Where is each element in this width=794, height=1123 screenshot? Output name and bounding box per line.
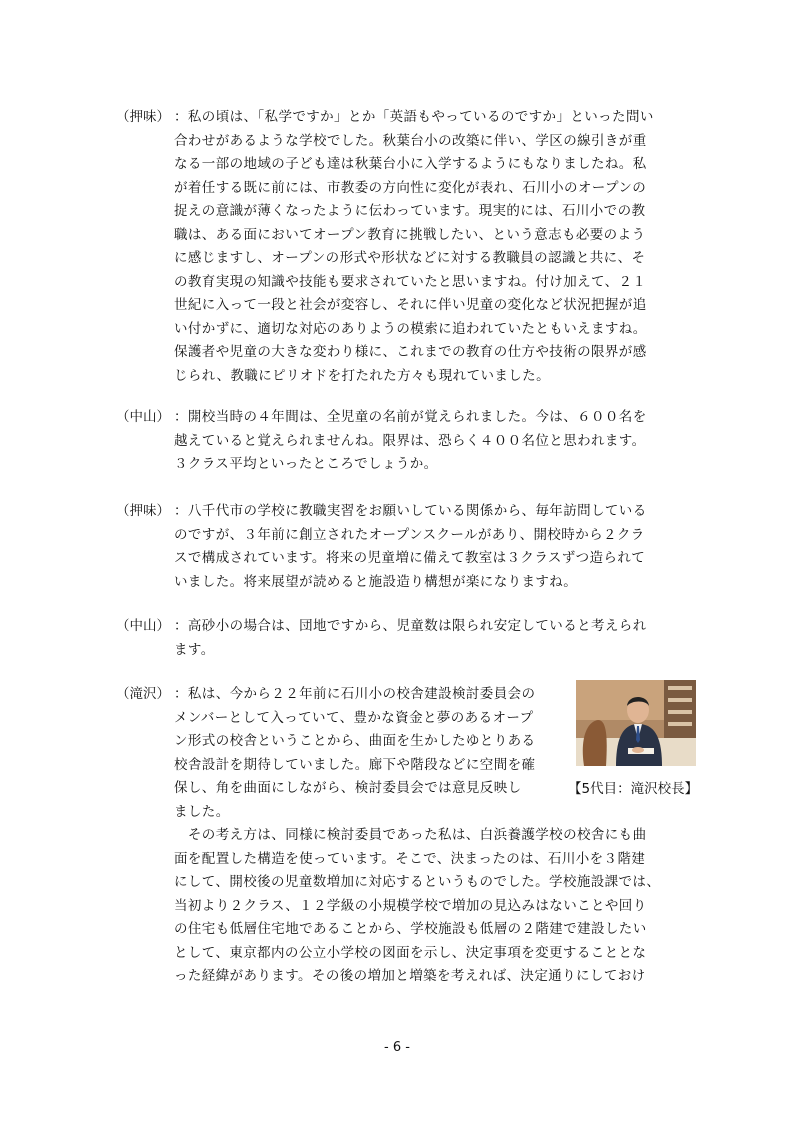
text-line: 職は、ある面においてオープン教育に挑戦したい、という意志も必要のよう xyxy=(174,226,646,243)
principal-photo xyxy=(576,680,696,766)
text-line: 保護者や児童の大きな変わり様に、これまでの教育の仕方や技術の限界が感 xyxy=(174,344,647,360)
dialogue-text xyxy=(174,406,690,477)
text-line: 合わせがあるような学校でした。秋葉台小の改築に伴い、学区の線引きが重 xyxy=(174,132,647,149)
text-line: い付かずに、適切な対応のありようの模索に追われていたともいえますね。 xyxy=(174,320,647,337)
text-line: その考え方は、同様に検討委員であった私は、白浜養護学校の校舎にも曲 xyxy=(174,827,647,843)
text-line: ：開校当時の４年間は、全児童の名前が覚えられました。今は、６００名を xyxy=(174,409,647,425)
text-line: じられ、教職にピリオドを打たれた方々も現れていました。 xyxy=(174,367,550,384)
text-line: 世紀に入って一段と社会が変容し、それに伴い児童の変化など状況把握が追 xyxy=(174,297,647,313)
text-line: 越えていると覚えられませんね。限界は、恐らく４００名位と思われます。 xyxy=(174,432,646,449)
text-line: 捉えの意識が薄くなったように伝わっています。現実的には、石川小での教 xyxy=(174,203,646,219)
text-line: ：高砂小の場合は、団地ですから、児童数は限られ安定していると考えられ xyxy=(174,618,647,634)
text-line: 校舎設計を期待していました。廊下や階段などに空間を確 xyxy=(174,756,536,773)
photo-caption: 【5代目：滝沢校長】 xyxy=(568,781,699,797)
speaker-label: （滝沢） xyxy=(116,686,170,702)
text-line: ました。 xyxy=(174,803,230,820)
dialogue-entry-nakayama-2 xyxy=(116,615,690,662)
text-line: ：私の頃は、「私学ですか」とか「英語もやっているのですか」といった問い xyxy=(174,109,654,125)
speaker-label: （押味） xyxy=(116,503,170,519)
dialogue-text xyxy=(174,615,690,662)
text-line: 保し、角を曲面にしながら、検討委員会では意見反映し xyxy=(174,780,522,796)
text-line: ３クラス平均といったところでしょうか。 xyxy=(174,456,438,472)
text-line: のですが、３年前に創立されたオープンスクールがあり、開校時から２クラ xyxy=(174,526,645,543)
speaker-label: （中山） xyxy=(116,409,170,425)
speaker-label: （押味） xyxy=(116,109,170,125)
text-line: ：私は、今から２２年前に石川小の校舎建設検討委員会の xyxy=(174,686,536,702)
dialogue-entry-oshimi-1 xyxy=(116,106,690,388)
dialogue-text xyxy=(174,106,690,388)
text-line: いました。将来展望が読めると施設造り構想が楽になりますね。 xyxy=(174,573,578,590)
text-line: ：八千代市の学校に教職実習をお願いしている関係から、毎年訪問している xyxy=(174,503,647,519)
text-line: ン形式の校舎ということから、曲面を生かしたゆとりある xyxy=(174,733,536,749)
dialogue-entry-oshimi-2 xyxy=(116,500,690,594)
text-line: った経緯があります。その後の増加と増築を考えれば、決定通りにしておけ xyxy=(174,968,646,984)
dialogue-entry-nakayama-1 xyxy=(116,406,690,477)
text-line: 面を配置した構造を使っています。そこで、決まったのは、石川小を３階建 xyxy=(174,850,646,867)
page-number: - 6 - xyxy=(384,1040,410,1055)
dialogue-text xyxy=(174,500,690,594)
text-line: なる一部の地域の子ども達は秋葉台小に入学するようにもなりましたね。私 xyxy=(174,156,647,172)
text-line: が着任する既に前には、市教委の方向性に変化が表れ、石川小のオープンの xyxy=(174,179,647,196)
text-line: に感じますし、オープンの形式や形状などに対する教職員の認識と共に、そ xyxy=(174,250,646,266)
text-line: の教育実現の知識や技能も要求されていたと思いますね。付け加えて、２１ xyxy=(174,273,647,290)
text-line: 当初より２クラス、１２学級の小規模学校で増加の見込みはないことや回り xyxy=(174,897,647,914)
text-line: の住宅も低層住宅地であることから、学校施設も低層の２階建で建設したい xyxy=(174,921,647,937)
text-line: にして、開校後の児童数増加に対応するというものでした。学校施設課では、 xyxy=(174,874,661,890)
text-line: ます。 xyxy=(174,641,215,658)
speaker-label: （中山） xyxy=(116,618,170,634)
text-line: スで構成されています。将来の児童増に備えて教室は３クラスずつ造られて xyxy=(174,550,646,566)
text-line: メンバーとして入っていて、豊かな資金と夢のあるオープ xyxy=(174,709,534,726)
text-line: として、東京都内の公立小学校の図面を示し、決定事項を変更することとな xyxy=(174,944,647,961)
